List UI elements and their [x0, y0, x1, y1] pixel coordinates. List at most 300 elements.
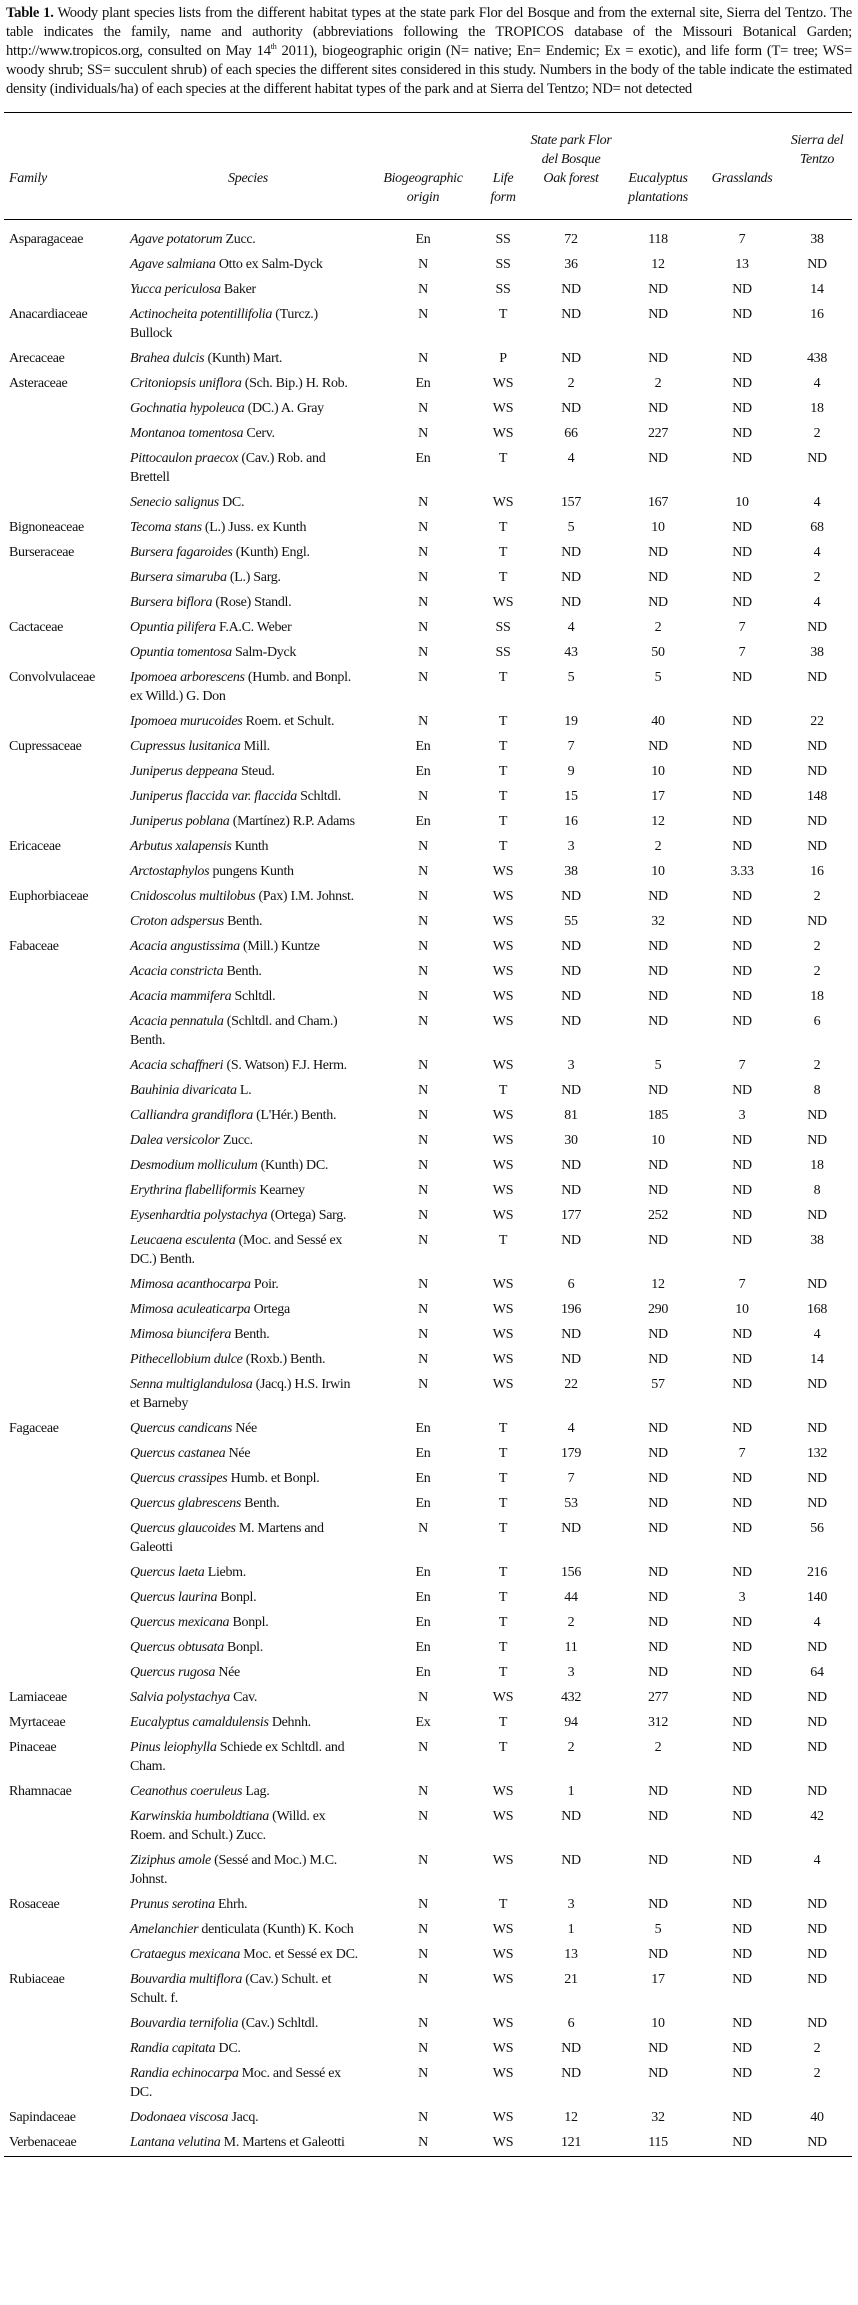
oak-forest-cell: 3	[567, 839, 575, 854]
family-cell	[4, 1804, 128, 1848]
life-form-cell: T	[498, 764, 508, 779]
family-cell	[4, 396, 128, 421]
header-sierra: Sierra del Tentzo	[790, 133, 844, 167]
family-cell	[4, 565, 128, 590]
species-cell	[128, 2036, 368, 2061]
species-cell	[128, 396, 368, 421]
origin-cell: En	[415, 764, 431, 779]
sierra-cell: 68	[810, 520, 824, 535]
family-cell	[4, 759, 128, 784]
life-form-cell: T	[498, 1565, 508, 1580]
oak-forest-cell: ND	[561, 939, 581, 954]
oak-forest-cell: 19	[564, 714, 578, 729]
life-form-cell: T	[498, 1421, 508, 1436]
species-cell	[128, 252, 368, 277]
family-cell	[4, 809, 128, 834]
table-row	[4, 909, 852, 934]
life-form-cell: T	[498, 714, 508, 729]
table-row	[4, 809, 852, 834]
eucalyptus-cell: 12	[651, 1277, 665, 1292]
life-form-cell: T	[498, 307, 508, 322]
table-row	[4, 759, 852, 784]
oak-forest-cell: ND	[561, 1853, 581, 1868]
eucalyptus-cell: 12	[651, 257, 665, 272]
life-form-cell: T	[498, 839, 508, 854]
eucalyptus-cell: ND	[648, 282, 668, 297]
life-form-cell: T	[498, 1496, 508, 1511]
oak-forest-cell: 66	[564, 426, 578, 441]
species-cell	[128, 834, 368, 859]
grasslands-cell: ND	[732, 714, 752, 729]
species-cell	[128, 1178, 368, 1203]
species-cell	[128, 1516, 368, 1560]
oak-forest-cell: ND	[561, 595, 581, 610]
life-form-cell: WS	[492, 889, 514, 904]
grasslands-cell: ND	[732, 1640, 752, 1655]
eucalyptus-cell: 10	[651, 864, 665, 879]
species-authority: Liebm.	[204, 1565, 246, 1580]
sierra-cell: ND	[807, 1133, 827, 1148]
table-row	[4, 1516, 852, 1560]
eucalyptus-cell: ND	[648, 1947, 668, 1962]
family-cell: Pinaceae	[9, 1740, 57, 1755]
origin-cell: N	[418, 645, 428, 660]
family-cell	[4, 1917, 128, 1942]
life-form-cell: WS	[492, 595, 514, 610]
oak-forest-cell: 7	[567, 1471, 575, 1486]
species-cell	[128, 640, 368, 665]
family-cell	[4, 1660, 128, 1685]
sierra-cell: 14	[810, 1352, 824, 1367]
species-name: Mimosa biuncifera	[130, 1327, 232, 1342]
origin-cell: N	[418, 989, 428, 1004]
species-authority: Cerv.	[243, 426, 275, 441]
species-name: Quercus glabrescens	[130, 1496, 242, 1511]
species-cell	[128, 1967, 368, 2011]
grasslands-cell: ND	[732, 1565, 752, 1580]
origin-cell: N	[418, 1108, 428, 1123]
oak-forest-cell: ND	[561, 2066, 581, 2081]
species-cell	[128, 1297, 368, 1322]
species-cell	[128, 1779, 368, 1804]
header-origin: Biogeographic origin	[383, 171, 463, 205]
species-authority: Benth.	[223, 914, 263, 929]
sierra-cell: 18	[810, 401, 824, 416]
origin-cell: En	[415, 1565, 431, 1580]
caption-superscript: th	[270, 42, 277, 52]
species-name: Arctostaphylos	[130, 864, 210, 879]
grasslands-cell: ND	[732, 1014, 752, 1029]
table-row	[4, 421, 852, 446]
origin-cell: N	[418, 1897, 428, 1912]
species-cell	[128, 759, 368, 784]
grasslands-cell: ND	[732, 570, 752, 585]
grasslands-cell: 7	[738, 1446, 746, 1461]
table-row	[4, 1103, 852, 1128]
species-authority: Jacq.	[228, 2110, 259, 2125]
species-authority: (Martínez) R.P. Adams	[229, 814, 355, 829]
species-cell	[128, 1735, 368, 1779]
eucalyptus-cell: ND	[648, 2066, 668, 2081]
eucalyptus-cell: 10	[651, 2016, 665, 2031]
origin-cell: N	[418, 1972, 428, 1987]
table-row	[4, 784, 852, 809]
eucalyptus-cell: ND	[648, 939, 668, 954]
species-name: Cnidoscolus multilobus	[130, 889, 256, 904]
species-name: Bursera simaruba	[130, 570, 227, 585]
origin-cell: En	[415, 1665, 431, 1680]
sierra-cell: 16	[810, 307, 824, 322]
oak-forest-cell: 36	[564, 257, 578, 272]
origin-cell: N	[418, 307, 428, 322]
eucalyptus-cell: ND	[648, 401, 668, 416]
life-form-cell: SS	[495, 620, 511, 635]
species-authority: (Humb. and Bonpl. ex Willd.) G. Don	[130, 670, 351, 704]
life-form-cell: WS	[492, 1784, 514, 1799]
species-cell	[128, 1272, 368, 1297]
sierra-cell: 216	[806, 1565, 828, 1580]
table-row	[4, 540, 852, 565]
species-cell	[128, 884, 368, 909]
life-form-cell: WS	[492, 495, 514, 510]
family-cell	[4, 1635, 128, 1660]
oak-forest-cell: ND	[561, 989, 581, 1004]
eucalyptus-cell: 312	[647, 1715, 669, 1730]
grasslands-cell: ND	[732, 1377, 752, 1392]
table-row	[4, 515, 852, 540]
species-cell	[128, 934, 368, 959]
life-form-cell: WS	[492, 1014, 514, 1029]
oak-forest-cell: ND	[561, 1352, 581, 1367]
sierra-cell: 4	[813, 595, 821, 610]
grasslands-cell: ND	[732, 545, 752, 560]
table-row	[4, 665, 852, 709]
table-row	[4, 2011, 852, 2036]
species-cell	[128, 665, 368, 709]
life-form-cell: WS	[492, 1853, 514, 1868]
species-authority: Née	[225, 1446, 251, 1461]
eucalyptus-cell: ND	[648, 307, 668, 322]
sierra-cell: 2	[813, 939, 821, 954]
sierra-cell: ND	[807, 620, 827, 635]
species-authority: (Cav.) Schltdl.	[238, 2016, 319, 2031]
species-cell	[128, 1053, 368, 1078]
oak-forest-cell: 2	[567, 376, 575, 391]
sierra-cell: ND	[807, 1640, 827, 1655]
table-row	[4, 1560, 852, 1585]
sierra-cell: ND	[807, 1897, 827, 1912]
eucalyptus-cell: 252	[647, 1208, 669, 1223]
table-row	[4, 277, 852, 302]
species-name: Ipomoea murucoides	[130, 714, 243, 729]
family-cell	[4, 1228, 128, 1272]
oak-forest-cell: ND	[561, 1521, 581, 1536]
species-cell	[128, 1441, 368, 1466]
eucalyptus-cell: 290	[647, 1302, 669, 1317]
species-name: Karwinskia humboldtiana	[130, 1809, 269, 1824]
table-row	[4, 1735, 852, 1779]
eucalyptus-cell: ND	[648, 595, 668, 610]
grasslands-cell: ND	[732, 1615, 752, 1630]
species-authority: Steud.	[237, 764, 275, 779]
life-form-cell: T	[498, 1590, 508, 1605]
eucalyptus-cell: ND	[648, 1083, 668, 1098]
life-form-cell: T	[498, 1233, 508, 1248]
oak-forest-cell: 38	[564, 864, 578, 879]
family-cell	[4, 1203, 128, 1228]
origin-cell: N	[418, 1233, 428, 1248]
oak-forest-cell: ND	[561, 401, 581, 416]
eucalyptus-cell: 12	[651, 814, 665, 829]
species-cell	[128, 1585, 368, 1610]
species-cell	[128, 859, 368, 884]
species-name: Leucaena esculenta	[130, 1233, 236, 1248]
family-cell	[4, 959, 128, 984]
grasslands-cell: ND	[732, 889, 752, 904]
family-cell	[4, 1153, 128, 1178]
origin-cell: N	[418, 257, 428, 272]
eucalyptus-cell: ND	[648, 2041, 668, 2056]
grasslands-cell: 3.33	[730, 864, 754, 879]
oak-forest-cell: ND	[561, 889, 581, 904]
sierra-cell: 16	[810, 864, 824, 879]
origin-cell: En	[415, 232, 431, 247]
origin-cell: En	[415, 1471, 431, 1486]
life-form-cell: WS	[492, 1377, 514, 1392]
family-cell	[4, 1585, 128, 1610]
grasslands-cell: ND	[732, 1183, 752, 1198]
sierra-cell: ND	[807, 1496, 827, 1511]
eucalyptus-cell: 185	[647, 1108, 669, 1123]
caption-text-continued: 2011), biogeographic origin (N= native; En= Endemic; Ex = exotic), and life form (T= tree; WS= woody shrub; SS= succulent shrub) of each species the different sites considered in this study. Numbers in the body of the table indicate the estimated density (individuals/ha) of each species at the different habitat types of the park and at Sierra del Tentzo; ND= not detected	[6, 43, 853, 97]
species-authority: Benth.	[231, 1327, 270, 1342]
oak-forest-cell: 11	[564, 1640, 578, 1655]
table-row	[4, 2130, 852, 2157]
species-name: Senecio salignus	[130, 495, 219, 510]
oak-forest-cell: ND	[561, 570, 581, 585]
species-name: Opuntia tomentosa	[130, 645, 232, 660]
species-name: Bouvardia multiflora	[130, 1972, 243, 1987]
sierra-cell: ND	[807, 257, 827, 272]
species-authority: (DC.) A. Gray	[244, 401, 324, 416]
species-cell	[128, 1491, 368, 1516]
species-authority: (Roxb.) Benth.	[242, 1352, 326, 1367]
origin-cell: N	[418, 1947, 428, 1962]
grasslands-cell: ND	[732, 1352, 752, 1367]
species-cell	[128, 734, 368, 759]
species-cell	[128, 1660, 368, 1685]
family-cell: Anacardiaceae	[9, 307, 88, 322]
eucalyptus-cell: ND	[648, 1496, 668, 1511]
table-row	[4, 1297, 852, 1322]
origin-cell: N	[418, 1208, 428, 1223]
eucalyptus-cell: 167	[647, 495, 669, 510]
origin-cell: N	[418, 1014, 428, 1029]
species-authority: Humb. et Bonpl.	[227, 1471, 320, 1486]
sierra-cell: ND	[807, 764, 827, 779]
sierra-cell: 4	[813, 545, 821, 560]
header-species: Species	[228, 171, 268, 186]
family-cell	[4, 2036, 128, 2061]
species-name: Prunus serotina	[130, 1897, 215, 1912]
origin-cell: En	[415, 1496, 431, 1511]
origin-cell: N	[418, 1058, 428, 1073]
table-row	[4, 490, 852, 515]
origin-cell: N	[418, 1784, 428, 1799]
sierra-cell: 42	[810, 1809, 824, 1824]
species-authority: Schltdl.	[296, 789, 341, 804]
origin-cell: N	[418, 595, 428, 610]
eucalyptus-cell: 57	[651, 1377, 665, 1392]
oak-forest-cell: 3	[567, 1897, 575, 1912]
life-form-cell: WS	[492, 1947, 514, 1962]
grasslands-cell: ND	[732, 1690, 752, 1705]
sierra-cell: 2	[813, 1058, 821, 1073]
family-cell	[4, 446, 128, 490]
origin-cell: N	[418, 620, 428, 635]
oak-forest-cell: 53	[564, 1496, 578, 1511]
origin-cell: N	[418, 2016, 428, 2031]
oak-forest-cell: ND	[561, 351, 581, 366]
species-authority: (Cav.) Schult. et Schult. f.	[130, 1972, 332, 2006]
species-authority: Bonpl.	[223, 1640, 263, 1655]
origin-cell: En	[415, 1446, 431, 1461]
table-row	[4, 1416, 852, 1441]
species-name: Quercus obtusata	[130, 1640, 224, 1655]
eucalyptus-cell: 115	[648, 2135, 668, 2150]
sierra-cell: ND	[807, 1972, 827, 1987]
oak-forest-cell: 94	[564, 1715, 578, 1730]
family-cell: Bignoneaceae	[9, 520, 84, 535]
life-form-cell: T	[498, 1665, 508, 1680]
species-authority: M. Martens et Galeotti	[220, 2135, 345, 2150]
grasslands-cell: ND	[732, 1897, 752, 1912]
life-form-cell: WS	[492, 1302, 514, 1317]
grasslands-cell: ND	[732, 1740, 752, 1755]
life-form-cell: SS	[495, 257, 511, 272]
life-form-cell: WS	[492, 1972, 514, 1987]
species-authority: F.A.C. Weber	[215, 620, 292, 635]
origin-cell: N	[418, 1133, 428, 1148]
table-row	[4, 302, 852, 346]
species-authority: Kunth	[231, 839, 269, 854]
origin-cell: N	[418, 1740, 428, 1755]
species-name: Brahea dulcis	[130, 351, 205, 366]
origin-cell: N	[418, 1809, 428, 1824]
species-cell	[128, 515, 368, 540]
sierra-cell: ND	[807, 2016, 827, 2031]
species-name: Eysenhardtia polystachya	[130, 1208, 268, 1223]
sierra-cell: ND	[807, 1421, 827, 1436]
life-form-cell: WS	[492, 2135, 514, 2150]
family-cell	[4, 1466, 128, 1491]
oak-forest-cell: 432	[560, 1690, 582, 1705]
table-row	[4, 709, 852, 734]
sierra-cell: 38	[810, 1233, 824, 1248]
species-authority: DC.	[215, 2041, 241, 2056]
species-authority: (S. Watson) F.J. Herm.	[223, 1058, 347, 1073]
family-cell	[4, 1560, 128, 1585]
sierra-cell: 2	[813, 2066, 821, 2081]
table-row	[4, 1848, 852, 1892]
species-name: Pinus leiophylla	[130, 1740, 217, 1755]
life-form-cell: T	[498, 1897, 508, 1912]
species-cell	[128, 371, 368, 396]
oak-forest-cell: 156	[560, 1565, 582, 1580]
grasslands-cell: ND	[732, 1233, 752, 1248]
origin-cell: N	[418, 1327, 428, 1342]
life-form-cell: T	[498, 451, 508, 466]
sierra-cell: 2	[813, 570, 821, 585]
oak-forest-cell: 157	[560, 495, 582, 510]
species-authority: DC.	[218, 495, 245, 510]
table-row	[4, 1053, 852, 1078]
origin-cell: N	[418, 2135, 428, 2150]
eucalyptus-cell: 2	[654, 376, 662, 391]
species-name: Calliandra grandiflora	[130, 1108, 253, 1123]
oak-forest-cell: 44	[564, 1590, 578, 1605]
table-row	[4, 1942, 852, 1967]
oak-forest-cell: ND	[561, 1809, 581, 1824]
family-cell	[4, 640, 128, 665]
life-form-cell: SS	[495, 282, 511, 297]
species-name: Lantana velutina	[130, 2135, 221, 2150]
sierra-cell: ND	[807, 1740, 827, 1755]
species-authority: Lag.	[242, 1784, 270, 1799]
table-row	[4, 1585, 852, 1610]
family-cell	[4, 1272, 128, 1297]
table-row	[4, 1178, 852, 1203]
species-cell	[128, 1228, 368, 1272]
oak-forest-cell: 15	[564, 789, 578, 804]
grasslands-cell: ND	[732, 1809, 752, 1824]
grasslands-cell: 3	[738, 1108, 746, 1123]
table-row	[4, 834, 852, 859]
family-cell	[4, 709, 128, 734]
caption-label: Table 1.	[6, 5, 54, 21]
species-authority: (Willd. ex Roem. and Schult.) Zucc.	[130, 1809, 326, 1843]
eucalyptus-cell: ND	[648, 1421, 668, 1436]
origin-cell: N	[418, 914, 428, 929]
species-cell	[128, 1347, 368, 1372]
oak-forest-cell: 4	[567, 620, 575, 635]
origin-cell: N	[418, 839, 428, 854]
species-name: Quercus castanea	[130, 1446, 226, 1461]
origin-cell: N	[418, 545, 428, 560]
eucalyptus-cell: 10	[651, 764, 665, 779]
eucalyptus-cell: ND	[648, 1665, 668, 1680]
species-authority: Ortega	[250, 1302, 290, 1317]
grasslands-cell: ND	[732, 1853, 752, 1868]
grasslands-cell: ND	[732, 2110, 752, 2125]
grasslands-cell: ND	[732, 451, 752, 466]
sierra-cell: 4	[813, 495, 821, 510]
origin-cell: En	[415, 451, 431, 466]
species-cell	[128, 277, 368, 302]
grasslands-cell: 10	[735, 495, 749, 510]
grasslands-cell: ND	[732, 814, 752, 829]
grasslands-cell: ND	[732, 282, 752, 297]
species-authority: (Cav.) Rob. and Brettell	[130, 451, 326, 485]
sierra-cell: 148	[806, 789, 828, 804]
oak-forest-cell: 22	[564, 1377, 578, 1392]
table-row	[4, 2105, 852, 2130]
life-form-cell: WS	[492, 2016, 514, 2031]
species-table	[4, 112, 852, 2157]
life-form-cell: T	[498, 545, 508, 560]
origin-cell: En	[415, 1590, 431, 1605]
species-name: Agave salmiana	[130, 257, 216, 272]
